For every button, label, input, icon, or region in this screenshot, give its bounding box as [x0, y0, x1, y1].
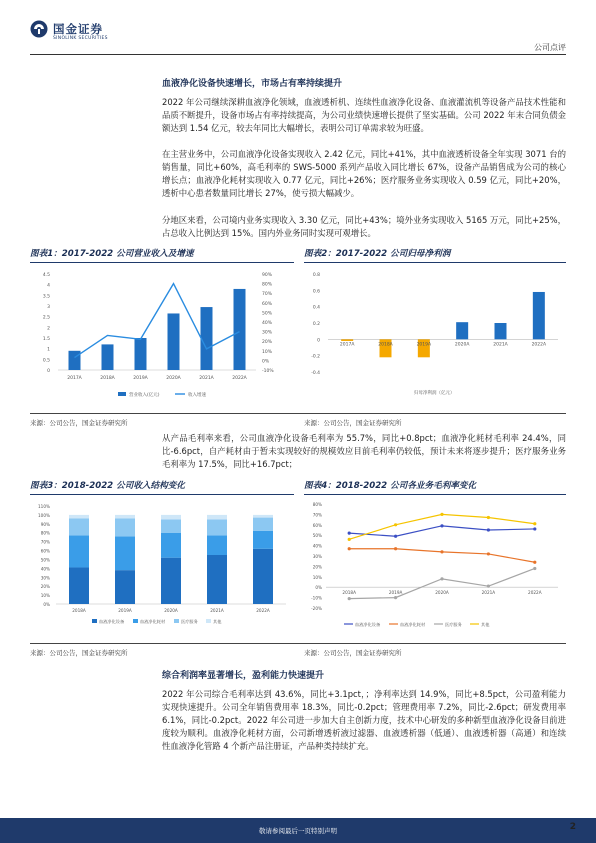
revenue-mix-segment [161, 515, 181, 519]
y-tick-label: 90% [40, 521, 50, 527]
logo-name-cn: 国金证券 [53, 22, 103, 36]
figure4-title-underline [304, 494, 566, 495]
margin-point [533, 561, 536, 564]
y2-tick-label: 80% [262, 282, 273, 288]
x-tick-label: 2018A [342, 590, 356, 596]
y-tick-label: 0.2 [312, 322, 320, 327]
paragraph-segment-revenue: 在主营业务中，公司血液净化设备实现收入 2.42 亿元，同比+41%，其中血液透析设备全年实现 3071 台的销售量，同比+60%，高毛利率的 SWS-5000 系列产品收入同比增长 67%，设备产品销售成为公司的核心增长点；血液净化耗材实现收入 0.77 亿元，同比+26%；医疗服务业务实现收入 0.59 亿元，同比+20%，透析中心患者数量同比增长 27%，使亏损大幅减少。 [162, 149, 566, 198]
revenue-mix-segment [115, 515, 135, 519]
margin-point [348, 538, 351, 541]
x-tick-label: 2019A [118, 608, 132, 613]
revenue-bar [135, 338, 147, 370]
y-tick-label: 70% [40, 539, 50, 545]
revenue-bar [201, 307, 213, 370]
header-divider [30, 54, 566, 55]
legend-label: 血液净化设备 [355, 622, 381, 627]
x-tick-label: 2018A [72, 608, 86, 613]
margin-point [440, 524, 443, 527]
logo-icon [30, 20, 48, 38]
legend-label: 血液净化耗材 [400, 622, 426, 627]
y-tick-label: 0.4 [312, 305, 320, 311]
y-tick-label: 10% [312, 574, 322, 580]
legend-swatch [206, 619, 211, 623]
y-tick-label: 80% [312, 502, 322, 507]
net-profit-bar [533, 292, 545, 339]
revenue-mix-segment [207, 555, 227, 604]
x-tick-label: 2019A [416, 342, 432, 348]
revenue-bar [168, 313, 180, 370]
y-tick-label: 0.8 [312, 273, 320, 278]
x-tick-label: 2022A [232, 376, 247, 381]
revenue-mix-chart [30, 498, 296, 634]
legend-swatch [133, 619, 138, 623]
legend-label: 其他 [213, 619, 222, 624]
revenue-mix-segment [207, 519, 227, 535]
margin-point [348, 547, 351, 550]
x-tick-label: 2021A [210, 608, 224, 613]
margin-point [394, 535, 397, 538]
figure4-title: 图表4：2018-2022 公司各业务毛利率变化 [304, 481, 477, 491]
y-tick-label: 20% [312, 564, 322, 570]
x-tick-label: 2022A [256, 608, 270, 613]
revenue-mix-segment [69, 567, 89, 604]
y2-tick-label: 60% [262, 301, 273, 307]
y-tick-label: 1 [47, 347, 50, 353]
revenue-mix-segment [161, 533, 181, 558]
figure2-title-underline [304, 262, 566, 263]
y-tick-label: 0 [47, 369, 50, 374]
figure3-title: 图表3：2018-2022 公司收入结构变化 [30, 481, 185, 491]
figure2-title: 图表2：2017-2022 公司归母净利润 [304, 249, 451, 259]
margin-point [440, 577, 443, 580]
revenue-mix-segment [253, 549, 273, 604]
margin-point [533, 527, 536, 530]
page-header [0, 0, 596, 60]
y-tick-label: 0.6 [312, 289, 320, 295]
footer-disclaimer: 敬请参阅最后一页特别声明 [259, 827, 337, 835]
report-type: 公司点评 [534, 43, 566, 52]
x-tick-label: 2019A [133, 376, 148, 381]
y2-tick-label: 0% [262, 359, 270, 365]
y-tick-label: 80% [40, 530, 50, 536]
figure1-title: 图表1：2017-2022 公司营业收入及增速 [30, 249, 194, 259]
margin-point [440, 550, 443, 553]
figure1-title-underline [30, 262, 294, 263]
margin-point [394, 596, 397, 599]
revenue-mix-segment [69, 535, 89, 567]
y-tick-label: 10% [40, 593, 50, 599]
figure3-source: 来源：公司公告，国金证券研究所 [30, 649, 128, 657]
section-title-profitability: 综合利润率显著增长，盈利能力快速提升 [162, 671, 325, 681]
figure-row1-divider [30, 413, 566, 414]
legend-label: 医疗服务 [181, 619, 198, 624]
y-tick-label: 70% [312, 512, 322, 518]
legend-swatch [174, 619, 179, 623]
paragraph-equipment-overview: 2022 年公司继续深耕血液净化领域，血液透析机、连续性血液净化设备、血液灌流机等设备产品技术性能和品质不断提升，设备市场占有率持续提高，为公司业绩快速增长提供了坚实基础。公司 2022 年末合同负债金额达到 1.54 亿元，较去年同比大幅增长，表明公司订单需求较为旺盛。 [162, 97, 566, 133]
y-tick-label: 1.5 [42, 337, 50, 342]
y2-tick-label: 90% [262, 273, 273, 278]
margin-point [487, 528, 490, 531]
revenue-mix-segment [69, 518, 89, 535]
margin-point [487, 585, 490, 588]
margin-point [487, 552, 490, 555]
y-tick-label: -0.4 [311, 371, 320, 376]
paragraph-gross-margin: 从产品毛利率来看，公司血液净化设备毛利率为 55.7%，同比+0.8pct；血液净化耗材毛利率 24.4%，同比-6.6pct，自产耗材由于暂未实现较好的规模效应目前毛利率仍较低，预计未来将逐步提升；医疗服务业务毛利率为 17.5%，同比+16.7pct； [162, 433, 566, 469]
growth-line [75, 284, 240, 358]
y-tick-label: 100% [38, 512, 50, 518]
revenue-mix-segment [161, 519, 181, 532]
x-tick-label: 2018A [100, 376, 115, 381]
x-tick-label: 2022A [531, 342, 547, 348]
figure1-source: 来源：公司公告，国金证券研究所 [30, 419, 128, 427]
legend-label: 医疗服务 [445, 622, 462, 627]
net-profit-bar [495, 323, 507, 339]
x-tick-label: 2020A [166, 376, 181, 381]
revenue-mix-segment [115, 518, 135, 536]
page-footer [0, 818, 596, 843]
revenue-bar [234, 289, 246, 370]
y-tick-label: -0.2 [311, 354, 320, 360]
x-tick-label: 2021A [481, 590, 496, 596]
legend-label-revenue: 营业收入(亿元) [129, 393, 160, 398]
y2-tick-label: 50% [262, 311, 273, 317]
y-tick-label: 0 [317, 338, 320, 344]
page-number: 2 [569, 822, 576, 832]
margin-point [394, 523, 397, 526]
x-tick-label: 2019A [388, 590, 403, 596]
y-tick-label: 4.5 [42, 273, 50, 278]
paragraph-regional-revenue: 分地区来看，公司境内业务实现收入 3.30 亿元，同比+43%；境外业务实现收入 5165 万元，同比+25%，占总收入比例达到 15%。国内外业务同时实现可观增长。 [162, 215, 566, 238]
figure3-title-underline [30, 494, 294, 495]
legend-swatch [92, 619, 97, 623]
revenue-mix-segment [115, 536, 135, 570]
y-tick-label: 0.5 [42, 358, 50, 364]
y-tick-label: -20% [311, 606, 322, 611]
revenue-mix-segment [253, 515, 273, 518]
y-tick-label: 40% [40, 566, 50, 572]
revenue-mix-segment [207, 515, 227, 519]
revenue-mix-segment [253, 518, 273, 531]
figure4-source: 来源：公司公告，国金证券研究所 [304, 649, 402, 657]
y-tick-label: 2 [47, 326, 50, 332]
margin-point [394, 547, 397, 550]
x-tick-label: 2017A [339, 342, 355, 348]
y2-tick-label: 40% [262, 321, 273, 326]
y-tick-label: 0% [43, 602, 50, 607]
margin-point [348, 532, 351, 535]
revenue-mix-segment [69, 515, 89, 519]
y-tick-label: 40% [312, 543, 322, 549]
y-tick-label: 60% [312, 522, 322, 528]
revenue-mix-segment [207, 535, 227, 555]
segment-margin-chart [304, 498, 566, 634]
revenue-growth-chart [30, 266, 296, 406]
net-profit-bar [341, 339, 353, 341]
y2-tick-label: 70% [262, 292, 273, 298]
net-profit-chart [304, 266, 566, 406]
y2-tick-label: 30% [262, 330, 273, 336]
margin-point [348, 597, 351, 600]
y-tick-label: 110% [38, 504, 50, 509]
legend-label: 血液净化设备 [99, 619, 125, 624]
legend-label: 血液净化耗材 [140, 619, 166, 624]
y2-tick-label: 20% [262, 340, 273, 346]
y2-tick-label: -10% [262, 369, 274, 374]
x-tick-label: 2018A [378, 342, 393, 348]
y-tick-label: 3.5 [42, 294, 50, 300]
x-tick-label: 2020A [454, 342, 470, 348]
figure2-source: 来源：公司公告，国金证券研究所 [304, 419, 402, 427]
revenue-mix-segment [253, 531, 273, 549]
margin-point [440, 513, 443, 516]
x-tick-label: 2022A [528, 590, 542, 596]
y-tick-label: 2.5 [42, 315, 50, 321]
revenue-mix-segment [115, 570, 135, 604]
revenue-bar [69, 351, 81, 370]
y-tick-label: 30% [40, 575, 50, 581]
y-tick-label: 50% [40, 557, 50, 563]
x-tick-label: 2021A [199, 376, 214, 381]
revenue-bar [102, 344, 114, 370]
y-tick-label: 0% [315, 585, 322, 591]
legend-label-growth: 收入增速 [188, 393, 206, 398]
section-title-equipment-growth: 血液净化设备快速增长，市场占有率持续提升 [162, 79, 343, 89]
y2-tick-label: 10% [262, 349, 273, 355]
paragraph-profitability: 2022 年公司综合毛利率达到 43.6%，同比+3.1pct，；净利率达到 14.9%，同比+8.5pct，公司盈利能力实现快速提升。公司全年销售费用率 18.3%，同比-0.2pct；管理费用率 7.2%，同比-2.6pct；研发费用率 6.1%，同比-0.2pct。2022 年公司进一步加大自主创新力度，技术中心研发的多种新型血液净化设备目前进度较为顺利。血液净化耗材方面，公司新增透析液过滤器、血液透析器（低通）、血液透析器（高通）和连续性血液净化管路 4 个新产品注册证，产品种类持续扩充。 [162, 689, 566, 751]
y-tick-label: 50% [312, 533, 322, 539]
figure-row2-divider [30, 643, 566, 644]
x-tick-label: 2021A [493, 342, 508, 348]
y-tick-label: -10% [311, 595, 322, 601]
margin-point [487, 516, 490, 519]
logo-name-en: SINOLINK SECURITIES [53, 36, 108, 41]
legend-swatch-revenue [118, 392, 126, 396]
y-tick-label: 4 [47, 283, 50, 289]
y-tick-label: 20% [40, 584, 50, 590]
x-tick-label: 2017A [67, 376, 82, 381]
y-tick-label: 3 [47, 305, 50, 310]
margin-point [533, 522, 536, 525]
y-tick-label: 60% [40, 548, 50, 554]
y-tick-label: 30% [312, 554, 322, 559]
legend-label-net-profit: 归母净利润（亿元） [414, 391, 455, 396]
x-tick-label: 2020A [164, 608, 178, 613]
net-profit-bar [456, 322, 468, 339]
revenue-mix-segment [161, 558, 181, 604]
margin-point [533, 567, 536, 570]
legend-label: 其他 [481, 622, 490, 627]
x-tick-label: 2020A [435, 590, 449, 596]
